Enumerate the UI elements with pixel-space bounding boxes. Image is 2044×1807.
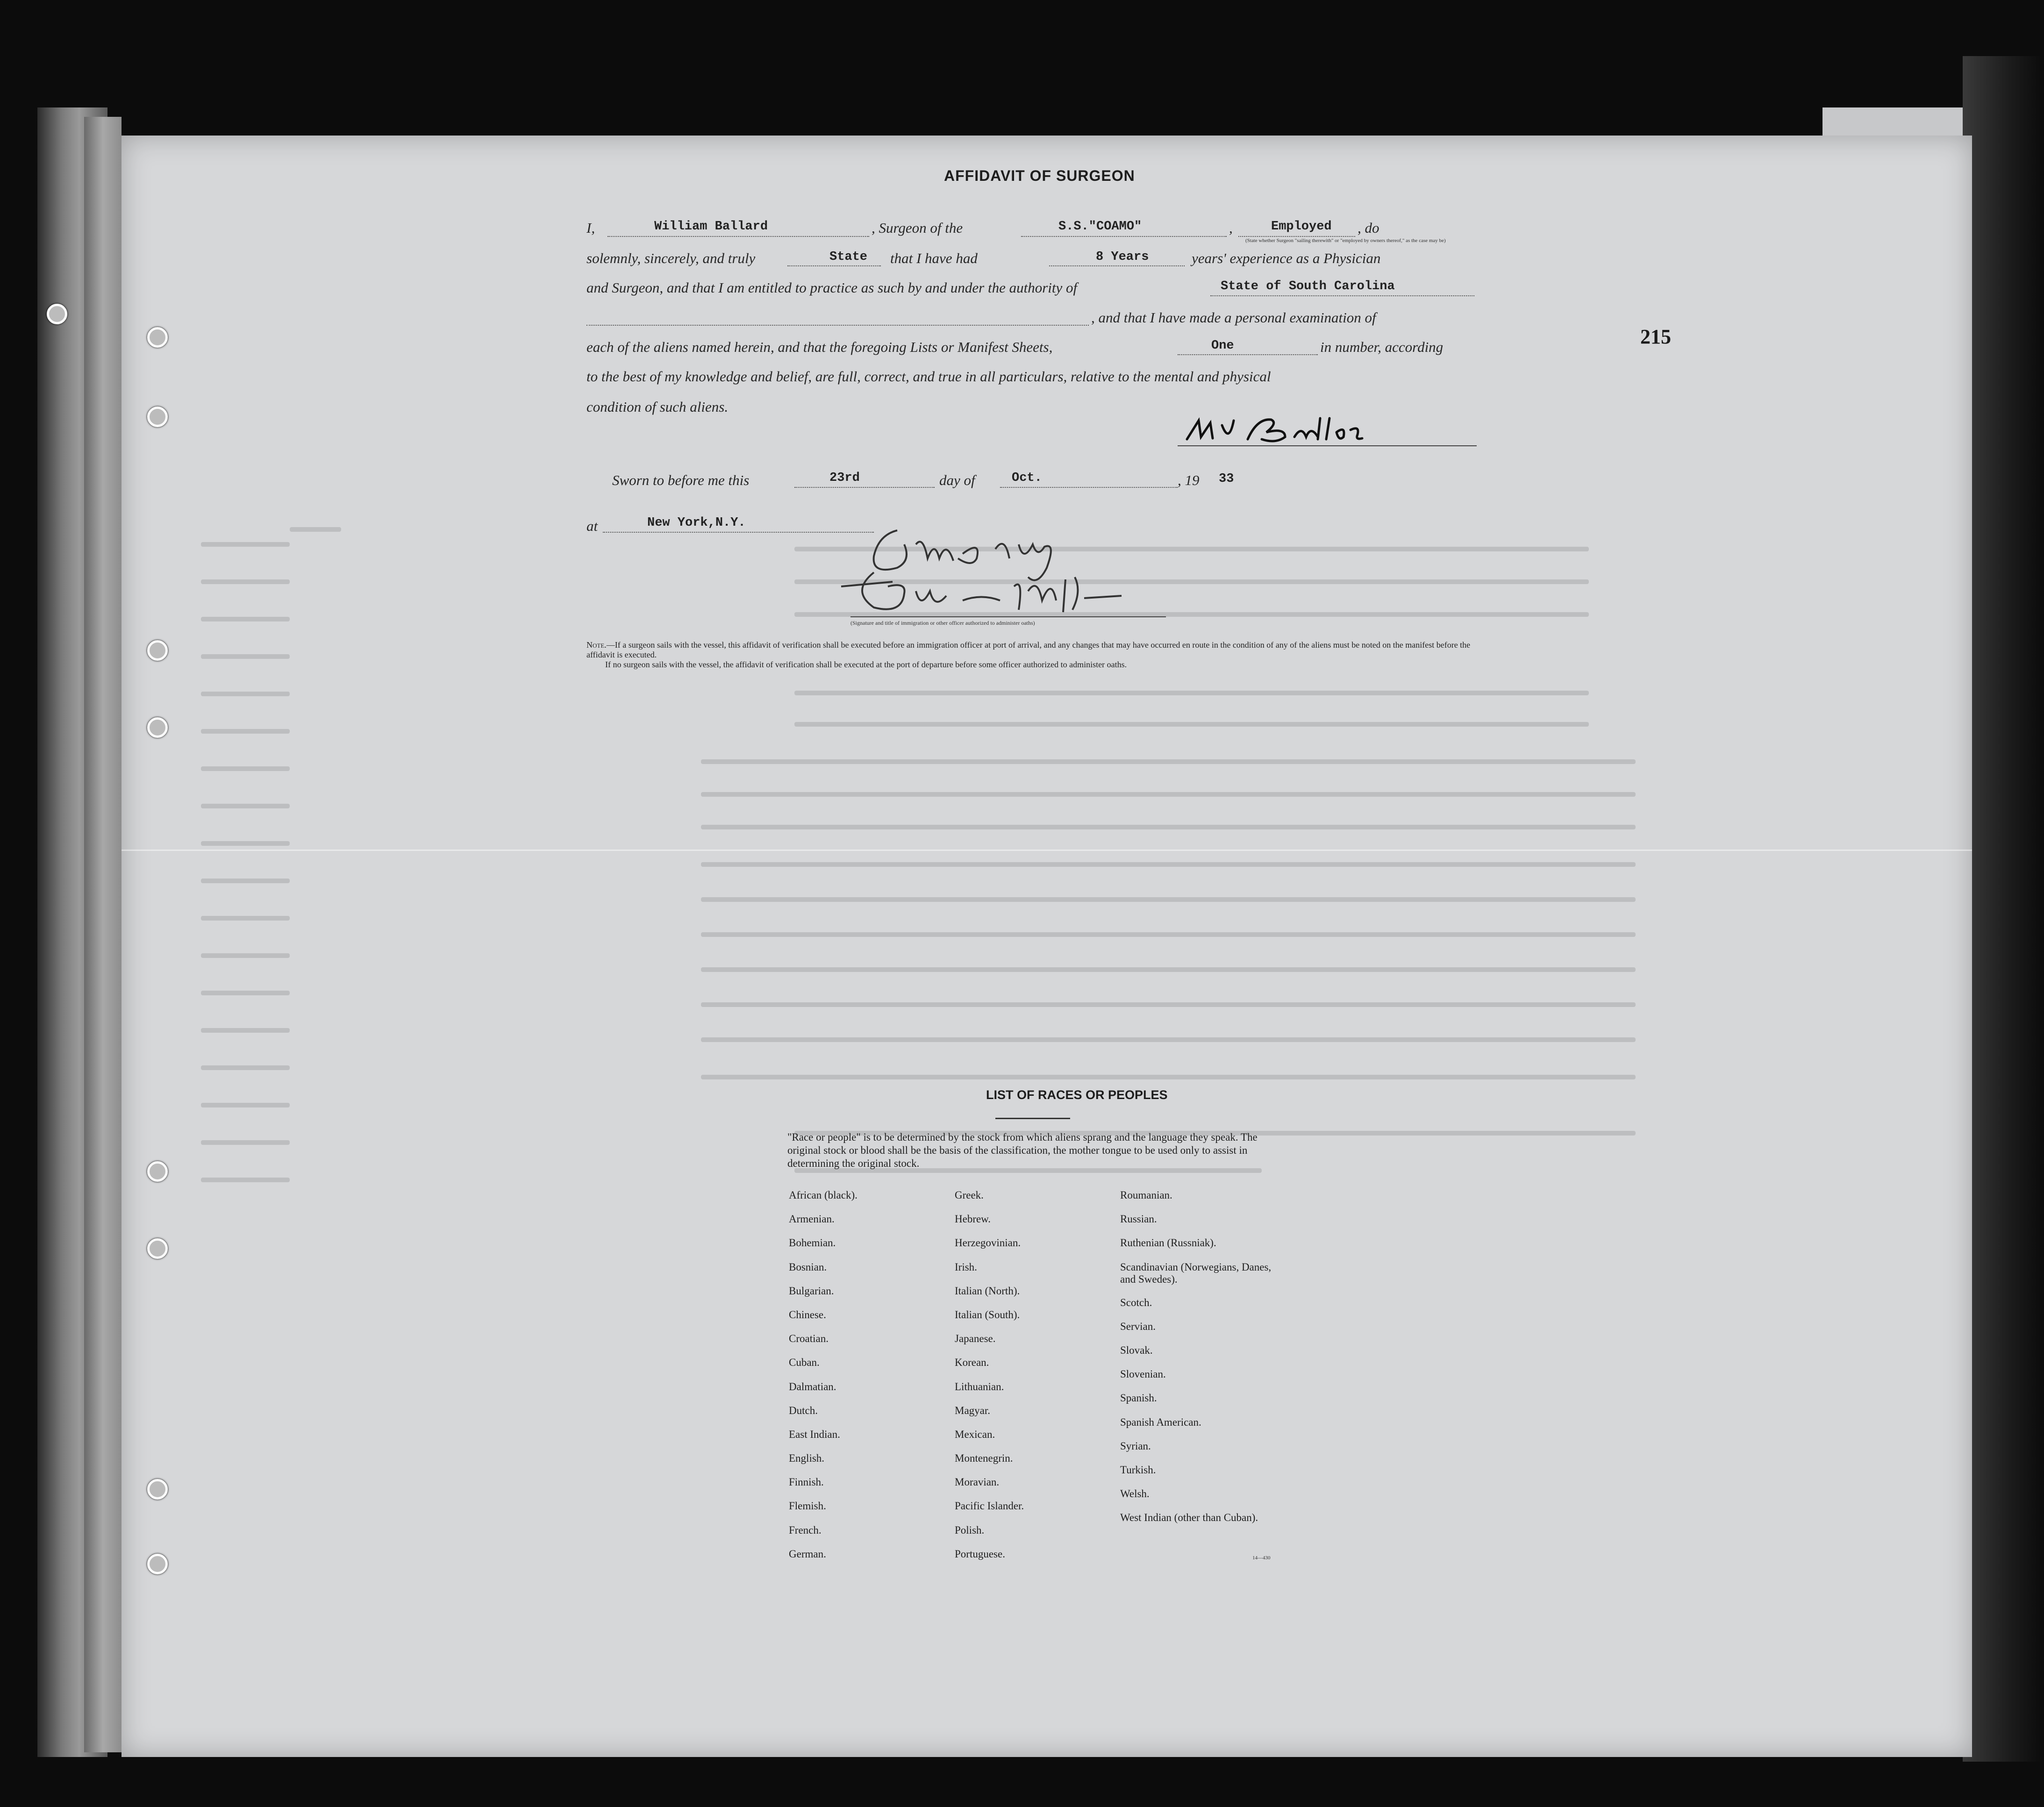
sworn-place: New York,N.Y.: [647, 516, 746, 530]
race-item: Mexican.: [955, 1428, 995, 1440]
month-underline: [1000, 487, 1178, 488]
note-text-2: If no surgeon sails with the vessel, the affidavit of verification shall be executed at the port of departure before some officer authorized to administer oaths.: [605, 660, 1127, 669]
sworn-year: 33: [1219, 472, 1234, 486]
line5-prefix: each of the aliens named herein, and that the foregoing Lists or Manifest Sheets,: [586, 339, 1053, 355]
employment-underline: [1238, 236, 1355, 237]
surgeon-signature: [1178, 411, 1481, 449]
sworn-month: Oct.: [1012, 471, 1042, 485]
surgeon-name: William Ballard: [654, 220, 768, 234]
line2-suffix: years' experience as a Physician: [1192, 250, 1381, 266]
race-item: Scandinavian (Norwegians, Danes, and Swedes).: [1120, 1261, 1272, 1285]
race-item: Italian (North).: [955, 1285, 1020, 1297]
race-item: Polish.: [955, 1524, 985, 1536]
race-item: Pacific Islander.: [955, 1500, 1024, 1512]
race-item: Dutch.: [789, 1404, 818, 1416]
race-item: Flemish.: [789, 1500, 826, 1512]
fold-line: [121, 850, 1972, 851]
ship-name: S.S."COAMO": [1058, 220, 1142, 234]
note-label: Note.: [586, 640, 607, 650]
ship-underline: [1021, 236, 1227, 237]
line1-mid: , Surgeon of the: [872, 220, 963, 236]
races-column-2: [955, 1189, 1104, 1572]
punch-hole: [147, 1554, 168, 1574]
name-underline: [607, 236, 869, 237]
line2-mid: that I have had: [890, 250, 978, 266]
race-item: Dalmatian.: [789, 1380, 836, 1393]
punch-hole: [47, 304, 67, 324]
race-item: Roumanian.: [1120, 1189, 1172, 1201]
race-item: Hebrew.: [955, 1213, 991, 1225]
authority-underline: [1210, 295, 1474, 296]
race-item: Welsh.: [1120, 1488, 1150, 1500]
line1-prefix: I,: [586, 220, 595, 236]
employment-note: (State whether Surgeon "sailing therewith" or "employed by owners thereof," as the case may be): [1245, 238, 1446, 243]
punch-hole: [147, 407, 168, 427]
race-item: Japanese.: [955, 1333, 996, 1345]
sworn-mid: day of: [939, 472, 975, 488]
licensing-authority: State of South Carolina: [1221, 279, 1395, 293]
race-item: Turkish.: [1120, 1464, 1156, 1476]
race-item: French.: [789, 1524, 822, 1536]
race-item: English.: [789, 1452, 825, 1464]
affidavit-note: [586, 640, 1484, 670]
binder-strip-inner: [84, 117, 121, 1752]
sheet-count: One: [1211, 339, 1234, 353]
race-item: Cuban.: [789, 1357, 820, 1369]
race-item: Slovenian.: [1120, 1368, 1166, 1380]
employment-status: Employed: [1271, 220, 1332, 234]
sworn-day: 23rd: [829, 471, 860, 485]
punch-hole: [147, 717, 168, 738]
race-item: Chinese.: [789, 1308, 826, 1321]
officer-signature: [822, 516, 1178, 631]
race-item: Finnish.: [789, 1476, 824, 1488]
sworn-prefix: Sworn to before me this: [612, 472, 750, 488]
race-item: Irish.: [955, 1261, 977, 1273]
race-item: Magyar.: [955, 1404, 991, 1416]
race-item: Slovak.: [1120, 1344, 1153, 1356]
blank-underline: [586, 325, 1089, 326]
race-item: Scotch.: [1120, 1296, 1152, 1308]
right-binding: [1963, 56, 2044, 1762]
affidavit-verb: State: [829, 250, 868, 264]
punch-hole: [147, 640, 168, 661]
race-item: Armenian.: [789, 1213, 835, 1225]
years-underline: [1049, 265, 1185, 266]
sworn-year-prefix: , 19: [1178, 472, 1200, 488]
race-item: Montenegrin.: [955, 1452, 1013, 1464]
race-item: Spanish American.: [1120, 1416, 1201, 1428]
race-item: Lithuanian.: [955, 1380, 1004, 1393]
race-item: German.: [789, 1548, 826, 1560]
race-item: Italian (South).: [955, 1308, 1020, 1321]
race-item: Russian.: [1120, 1213, 1157, 1225]
years-experience: 8 Years: [1096, 250, 1149, 264]
race-item: Spanish.: [1120, 1392, 1157, 1404]
note-text-1: —If a surgeon sails with the vessel, this affidavit of verification shall be executed before an immigration officer at port of arrival, and any changes that may have occurred en route in the condition of any of the aliens must be noted on the manifest before the affidavit is executed.: [586, 640, 1471, 659]
race-item: East Indian.: [789, 1428, 840, 1440]
line6: to the best of my knowledge and belief, are full, correct, and true in all particulars, relative to the mental and physical: [586, 368, 1271, 385]
punch-hole: [147, 327, 168, 348]
race-item: Greek.: [955, 1189, 984, 1201]
races-column-1: [789, 1189, 938, 1572]
line1-suffix: , do: [1358, 220, 1379, 236]
sheets-underline: [1178, 354, 1318, 355]
race-item: Servian.: [1120, 1320, 1156, 1332]
line4-suffix: , and that I have made a personal examination of: [1091, 309, 1376, 326]
race-item: Croatian.: [789, 1333, 829, 1345]
officer-caption: (Signature and title of immigration or other officer authorized to administer oaths): [850, 620, 1035, 626]
race-item: Korean.: [955, 1357, 989, 1369]
line7: condition of such aliens.: [586, 399, 729, 415]
races-column-3: [1120, 1189, 1288, 1536]
affidavit-title: AFFIDAVIT OF SURGEON: [944, 167, 1135, 184]
race-item: Moravian.: [955, 1476, 1000, 1488]
form-number: 14—430: [1252, 1555, 1271, 1561]
race-item: West Indian (other than Cuban).: [1120, 1512, 1258, 1524]
race-item: Bosnian.: [789, 1261, 827, 1273]
punch-hole: [147, 1161, 168, 1182]
race-item: Syrian.: [1120, 1440, 1151, 1452]
verb-underline: [787, 265, 881, 266]
race-item: Herzegovinian.: [955, 1237, 1021, 1249]
race-item: Ruthenian (Russniak).: [1120, 1237, 1216, 1249]
race-item: African (black).: [789, 1189, 858, 1201]
race-item: Bohemian.: [789, 1237, 836, 1249]
races-title-rule: [995, 1118, 1070, 1119]
race-item: Portuguese.: [955, 1548, 1005, 1560]
races-intro: "Race or people" is to be determined by the stock from which aliens sprang and the language they speak. The original stock or blood shall be the basis of the classification, the mother tongue to be used only to assist in determining the original stock.: [787, 1131, 1258, 1169]
line5-suffix: in number, according: [1320, 339, 1444, 355]
page-number: 215: [1640, 325, 1671, 348]
at-label: at: [586, 518, 598, 534]
day-underline: [794, 487, 935, 488]
line2-prefix: solemnly, sincerely, and truly: [586, 250, 756, 266]
line3: and Surgeon, and that I am entitled to practice as such by and under the authority of: [586, 279, 1078, 296]
punch-hole: [147, 1238, 168, 1259]
races-title: LIST OF RACES OR PEOPLES: [986, 1088, 1168, 1102]
race-item: Bulgarian.: [789, 1285, 834, 1297]
punch-hole: [147, 1479, 168, 1500]
